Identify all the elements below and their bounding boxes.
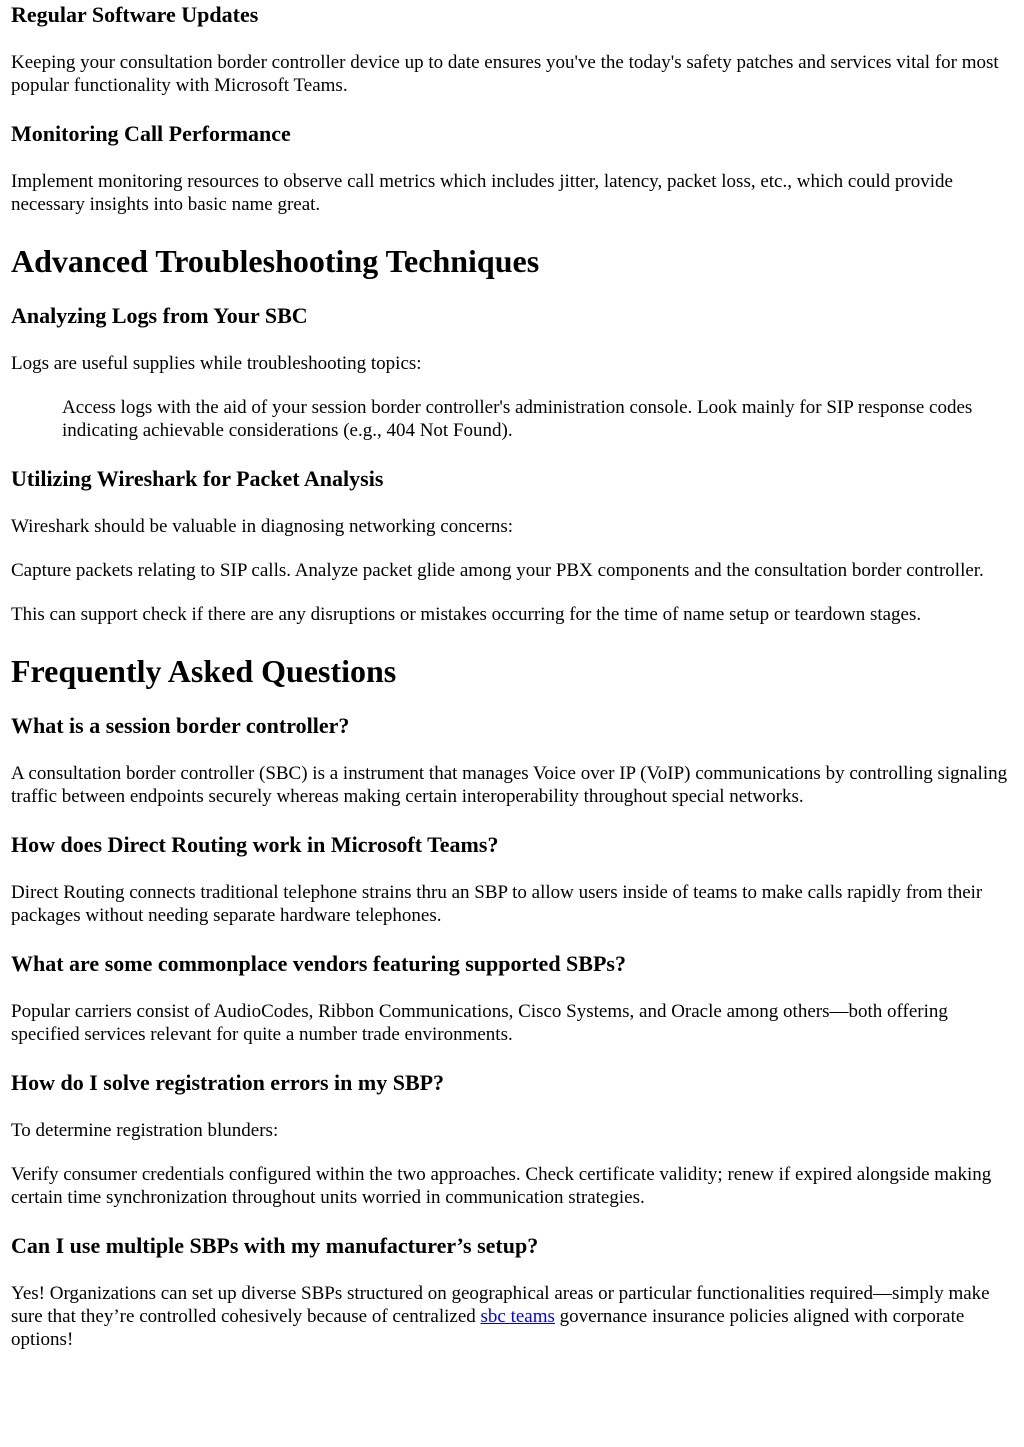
heading-software-updates: Regular Software Updates <box>11 2 259 27</box>
paragraph-logs-intro: Logs are useful supplies while troubleshooting topics: <box>11 353 422 374</box>
paragraph-monitoring: Implement monitoring resources to observe call metrics which includes jitter, latency, packet loss, etc., which could provide necessary insights into basic name great. <box>11 171 953 215</box>
paragraph-wireshark-support: This can support check if there are any disruptions or mistakes occurring for the time of name setup or teardown stages. <box>11 604 922 625</box>
faq-answer-4-intro: To determine registration blunders: <box>11 1120 279 1141</box>
heading-faq: Frequently Asked Questions <box>11 653 397 689</box>
article-body <box>0 1 1024 1351</box>
sbc-teams-link[interactable]: sbc teams <box>480 1306 555 1327</box>
faq-answer-5-text-end: governance insurance policies aligned with corporate options! <box>11 1306 965 1350</box>
heading-analyzing-logs: Analyzing Logs from Your SBC <box>11 303 308 328</box>
faq-question-4: How do I solve registration errors in my SBP? <box>11 1070 445 1095</box>
faq-answer-1: A consultation border controller (SBC) is a instrument that manages Voice over IP (VoIP) communications by controlling signaling traffic between endpoints securely whereas making certain interoperability throughout special networks. <box>11 763 1008 807</box>
logs-quote: Access logs with the aid of your session border controller's administration console. Look mainly for SIP response codes indicating achievable considerations (e.g., 404 Not Found). <box>62 397 973 441</box>
faq-answer-3: Popular carriers consist of AudioCodes, Ribbon Communications, Cisco Systems, and Oracle among others—both offering specified services relevant for quite a number trade environments. <box>11 1001 948 1045</box>
faq-question-5: Can I use multiple SBPs with my manufacturer’s setup? <box>11 1233 539 1258</box>
heading-monitoring: Monitoring Call Performance <box>11 121 291 146</box>
faq-answer-5-text-start: Yes! Organizations can set up diverse SBPs structured on geographical areas or particular functionalities required—simply make sure that they’re controlled cohesively because of centralized <box>11 1283 990 1327</box>
paragraph-wireshark-capture: Capture packets relating to SIP calls. Analyze packet glide among your PBX components and the consultation border controller. <box>11 560 984 581</box>
faq-answer-5 <box>11 1282 1012 1351</box>
heading-wireshark: Utilizing Wireshark for Packet Analysis <box>11 466 384 491</box>
faq-question-2: How does Direct Routing work in Microsoft Teams? <box>11 832 499 857</box>
faq-answer-4: Verify consumer credentials configured within the two approaches. Check certificate validity; renew if expired alongside making certain time synchronization throughout units worried in communication strategies. <box>11 1164 992 1208</box>
paragraph-wireshark-intro: Wireshark should be valuable in diagnosing networking concerns: <box>11 516 514 537</box>
faq-question-1: What is a session border controller? <box>11 713 350 738</box>
paragraph-software-updates: Keeping your consultation border controller device up to date ensures you've the today's safety patches and services vital for most popular functionality with Microsoft Teams. <box>11 52 999 96</box>
faq-answer-2: Direct Routing connects traditional telephone strains thru an SBP to allow users inside of teams to make calls rapidly from their packages without needing separate hardware telephones. <box>11 882 983 926</box>
heading-advanced-troubleshooting: Advanced Troubleshooting Techniques <box>11 243 540 279</box>
faq-question-3: What are some commonplace vendors featuring supported SBPs? <box>11 951 626 976</box>
